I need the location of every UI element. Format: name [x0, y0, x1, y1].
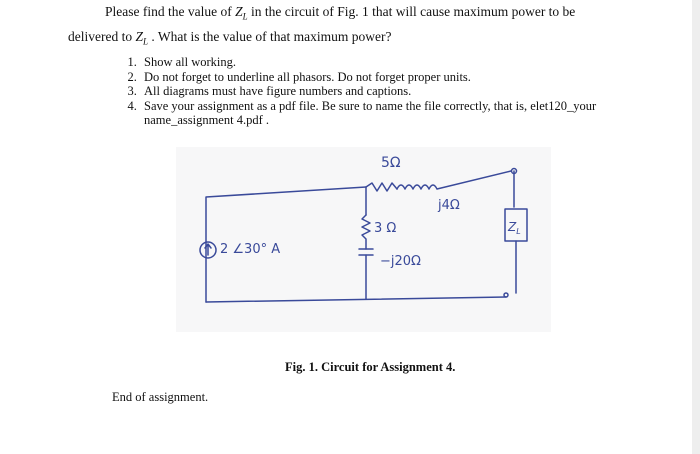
question-text: [60, 2, 660, 51]
circuit-diagram: [176, 147, 551, 332]
question-line1-start: Please find the value of: [105, 4, 232, 19]
shunt-resistor-label: 3 Ω: [374, 221, 397, 236]
figure-caption: Fig. 1. Circuit for Assignment 4.: [285, 360, 456, 374]
instruction-item: 3. All diagrams must have figure numbers and captions.: [140, 84, 670, 99]
load-label: $Z_L$: [508, 220, 521, 236]
question-line2-start: delivered to: [68, 28, 133, 44]
inductor-label: j4Ω: [438, 198, 460, 213]
question-line1-end: in the circuit of Fig. 1 that will cause maximum power to be: [251, 4, 576, 19]
zl-symbol-2: $Z_L$: [135, 28, 149, 47]
page-edge: [692, 0, 700, 454]
series-resistor-label: 5Ω: [381, 155, 401, 171]
instruction-list: [112, 55, 670, 128]
instruction-item: 1. Show all working.: [140, 55, 670, 70]
source-label: 2 ∠30° A: [220, 242, 281, 257]
circuit-figure: [176, 147, 551, 332]
capacitor-label: −j20Ω: [380, 254, 421, 269]
instruction-item: 4. Save your assignment as a pdf file. Be sure to name the file correctly, that is, elet120_your name_assignment 4.pdf .: [140, 99, 670, 128]
instruction-item: 2. Do not forget to underline all phasors. Do not forget proper units.: [140, 70, 670, 85]
question-line2-end: . What is the value of that maximum power?: [151, 28, 392, 44]
zl-symbol: $Z_L$: [235, 4, 248, 22]
end-of-assignment: End of assignment.: [112, 390, 209, 404]
